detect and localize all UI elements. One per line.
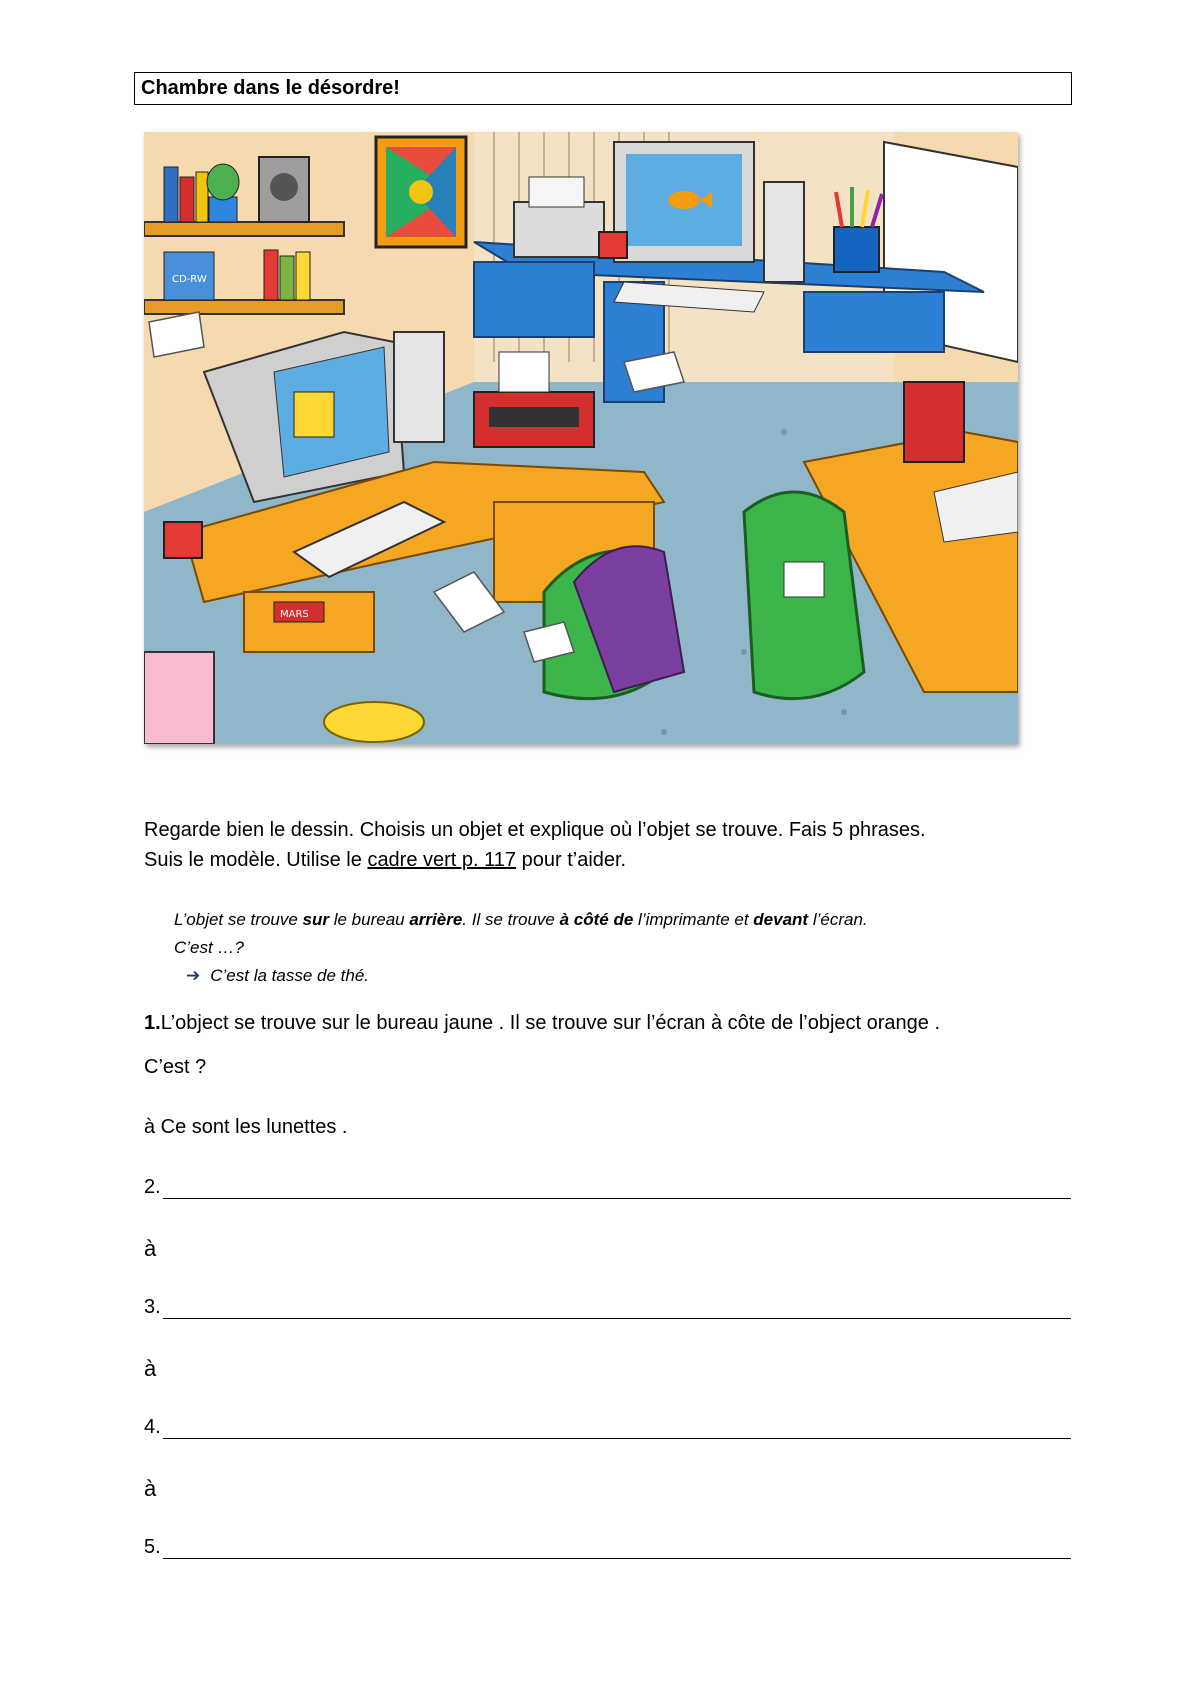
example-answer: C’est la tasse de thé. [210, 966, 370, 985]
item-1-answer: à Ce sont les lunettes . [144, 1116, 348, 1138]
exercise-item-5 [144, 1536, 1071, 1559]
example-keyword: devant [753, 910, 809, 929]
example-keyword: sur [302, 910, 329, 929]
example-part: L’objet se trouve [174, 910, 303, 929]
worksheet-title: Chambre dans le désordre! [134, 72, 1072, 105]
example-keyword: à côté de [559, 910, 634, 929]
instruction-line-1: Regarde bien le dessin. Choisis un objet et explique où l’objet se trouve. Fais 5 phrases. [144, 819, 926, 841]
answer-marker: à [144, 1356, 157, 1381]
item-1-text: L’object se trouve sur le bureau jaune . Il se trouve sur l’écran à côte de l’object orange . [160, 1012, 941, 1034]
answer-marker: à [144, 1236, 157, 1261]
example-part: le bureau [329, 910, 410, 929]
example-answer-line [186, 966, 369, 986]
instruction-line-2 [144, 845, 626, 875]
example-sentence [174, 906, 868, 934]
exercise-item-3 [144, 1296, 1071, 1319]
answer-line[interactable] [163, 1300, 1071, 1319]
answer-line[interactable] [163, 1180, 1071, 1199]
page-reference: cadre vert p. 117 [367, 849, 517, 871]
cd-label: CD-RW [172, 274, 207, 285]
example-keyword: arrière [409, 910, 463, 929]
item-number: 4. [144, 1416, 161, 1438]
arrow-right-icon: ➔ [186, 966, 201, 985]
item-number: 1. [144, 1012, 161, 1034]
item-number: 5. [144, 1536, 161, 1558]
exercise-item-4 [144, 1416, 1071, 1439]
example-question: C’est …? [174, 938, 244, 957]
example-part: l’imprimante et [633, 910, 754, 929]
item-1-question: C’est ? [144, 1056, 207, 1078]
instruction-text: Suis le modèle. Utilise le [144, 849, 368, 871]
example-part: . Il se trouve [462, 910, 560, 929]
instruction-text-end: pour t’aider. [516, 849, 627, 871]
answer-line[interactable] [163, 1540, 1071, 1559]
exercise-item-1 [144, 1012, 940, 1035]
answer-line[interactable] [163, 1420, 1071, 1439]
exercise-item-2 [144, 1176, 1071, 1199]
item-number: 3. [144, 1296, 161, 1318]
item-number: 2. [144, 1176, 161, 1198]
mars-label: MARS [280, 609, 309, 620]
example-part: l’écran. [808, 910, 868, 929]
answer-marker: à [144, 1476, 157, 1501]
messy-room-illustration [144, 132, 1018, 744]
